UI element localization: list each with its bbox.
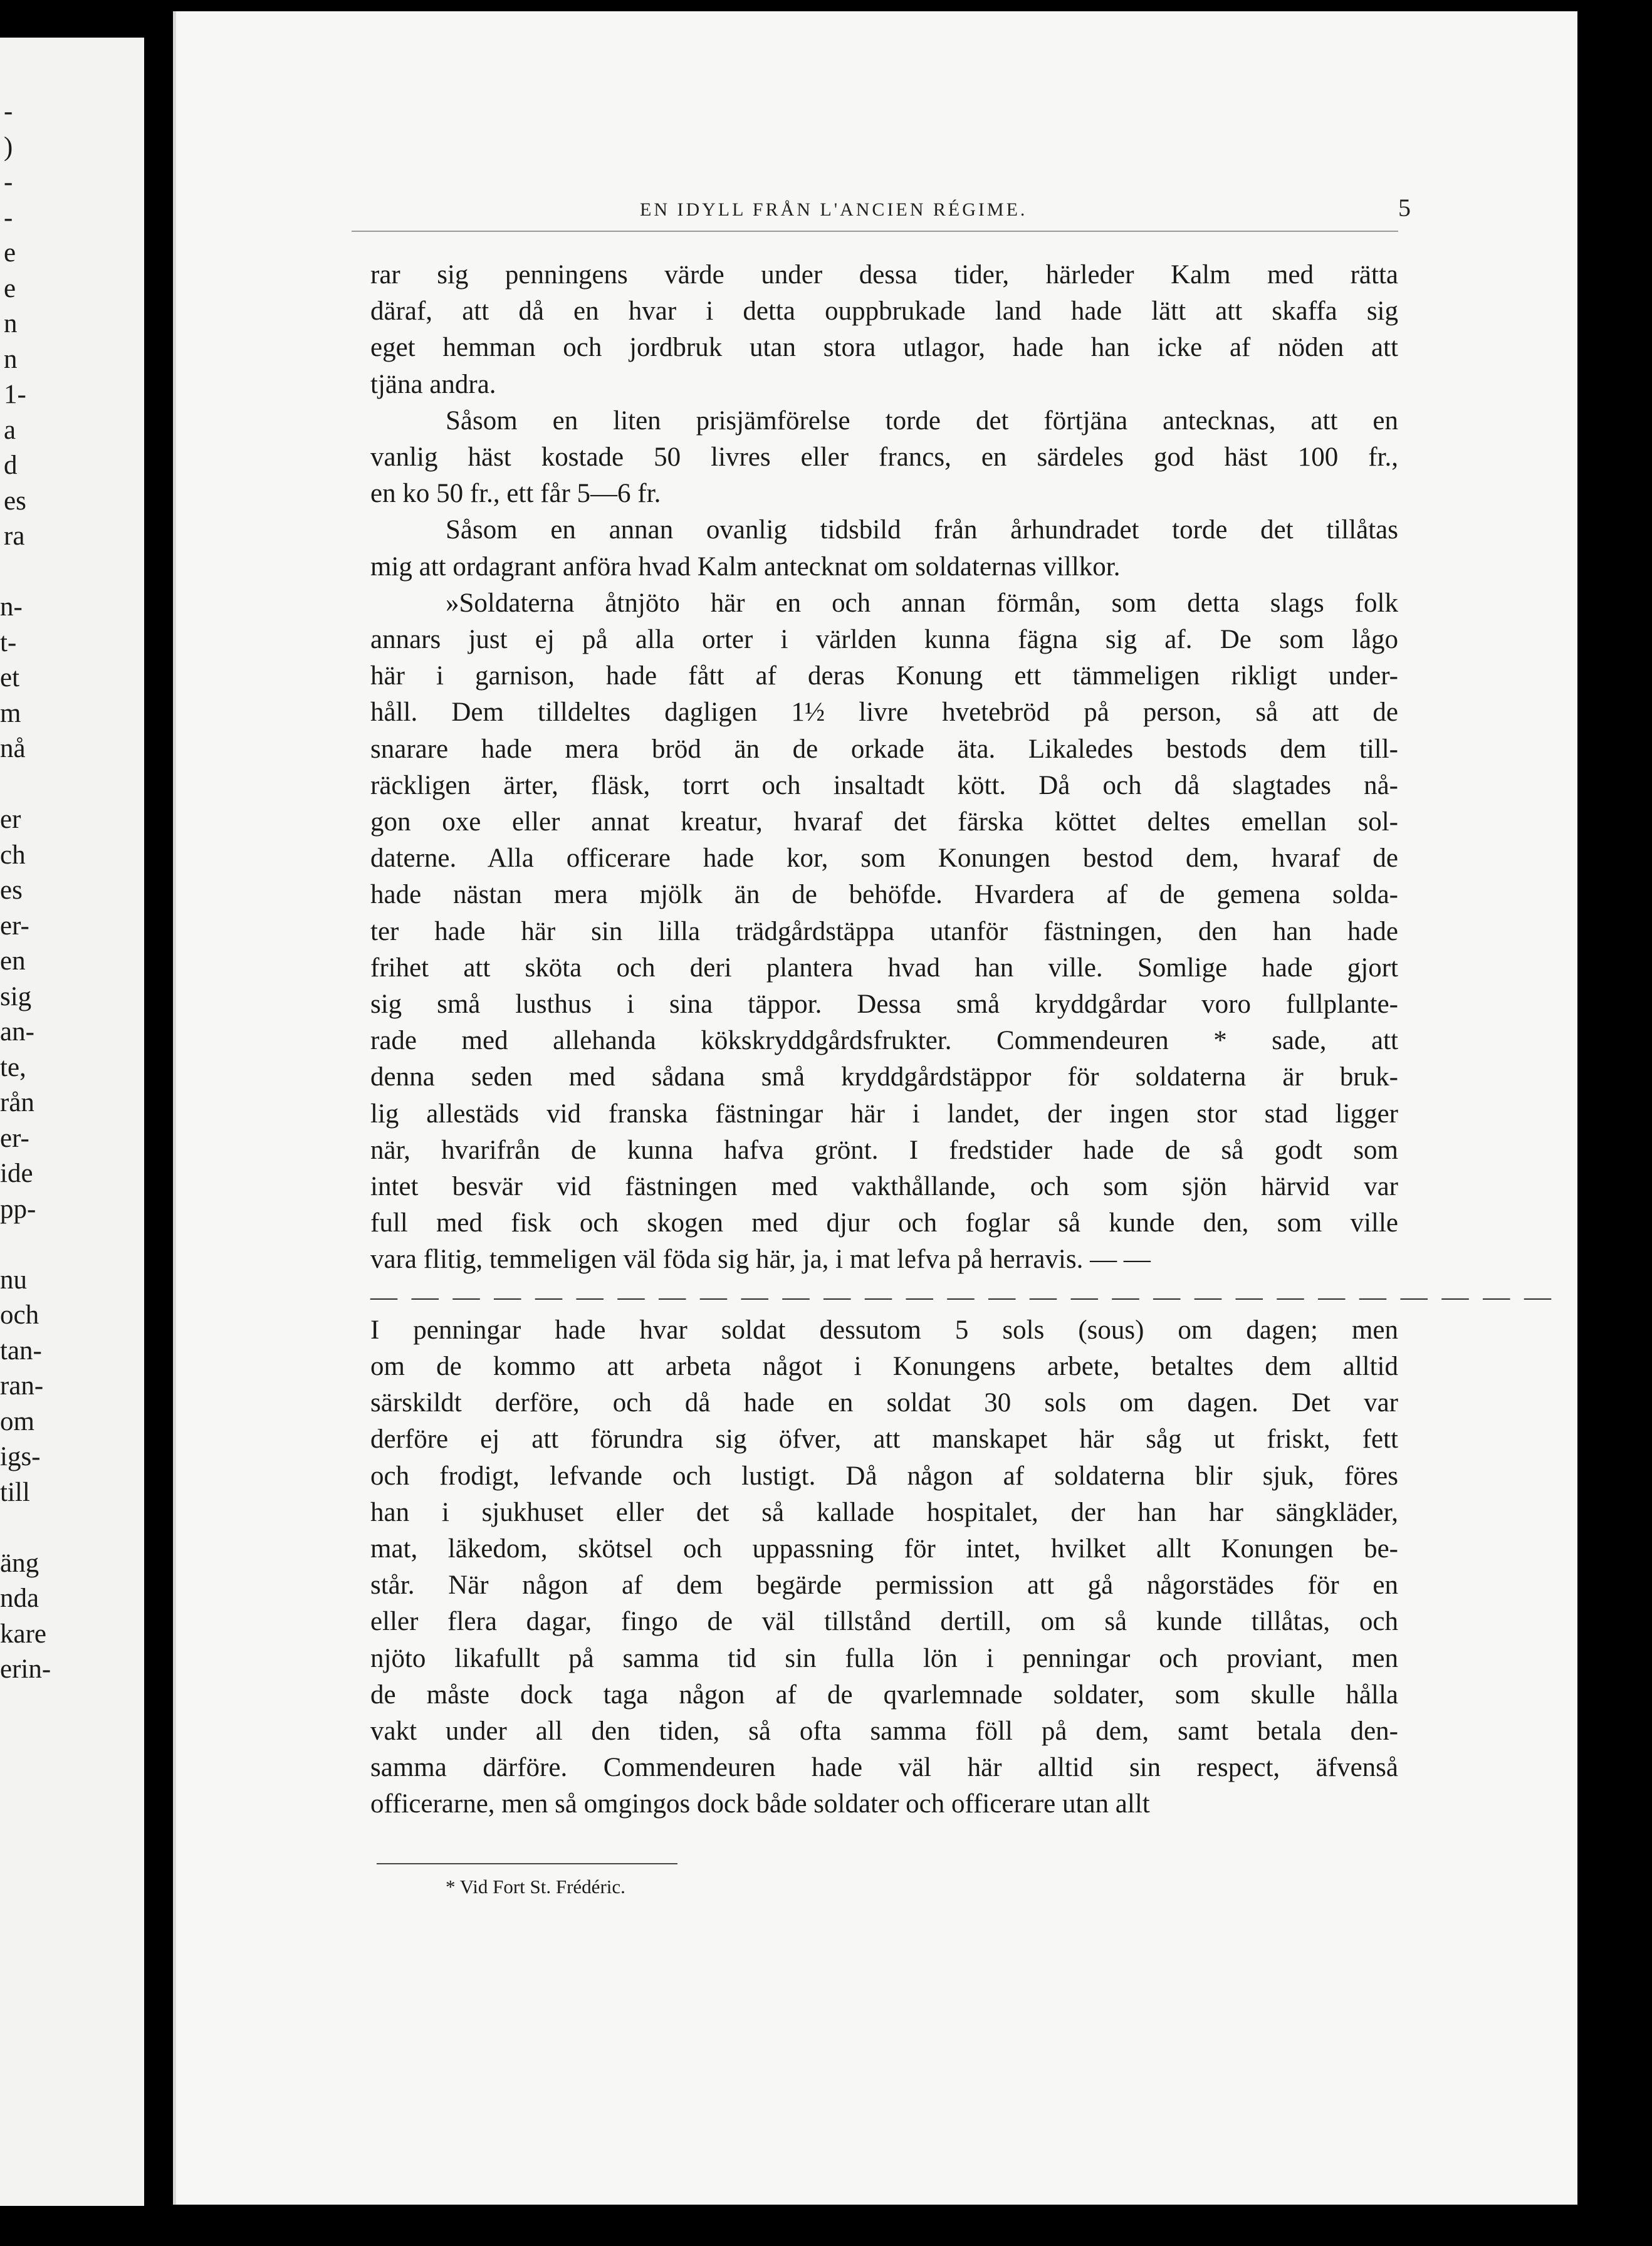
body-text xyxy=(370,257,1555,1823)
text-line: mig att ordagrant anföra hvad Kalm antecknat om soldaternas villkor. xyxy=(370,551,1121,582)
previous-page-line-fragment: rån xyxy=(0,1088,34,1117)
text-line: här i garnison, hade fått af deras Konung ett tämmeligen rikligt under- xyxy=(370,661,1398,691)
text-line: tjäna andra. xyxy=(370,369,496,399)
text-line: han i sjukhuset eller det så kallade hospitalet, der han har sängkläder, xyxy=(370,1497,1398,1527)
running-header xyxy=(352,187,1411,232)
previous-page-line-fragment: pp- xyxy=(0,1194,36,1224)
previous-page-line-fragment: te, xyxy=(0,1052,26,1082)
previous-page-line-fragment: er- xyxy=(0,911,29,941)
text-line: rar sig penningens värde under dessa tider, härleder Kalm med rätta xyxy=(370,260,1398,290)
text-line: räckligen ärter, fläsk, torrt och insaltadt kött. Då och då slagtades nå- xyxy=(370,770,1398,800)
text-line: särskildt derföre, och då hade en soldat 30 sols om dagen. Det var xyxy=(370,1388,1398,1418)
text-line: vara flitig, temmeligen väl föda sig här, ja, i mat lefva på herravis. — — xyxy=(370,1245,1151,1275)
previous-page-line-fragment: ch xyxy=(0,840,26,870)
book-page xyxy=(173,11,1577,2205)
text-line: de måste dock taga någon af de qvarlemnade soldater, som skulle hålla xyxy=(370,1679,1398,1710)
text-line: Såsom en liten prisjämförelse torde det förtjäna antecknas, att en xyxy=(446,405,1398,436)
text-line: däraf, att då en hvar i detta ouppbrukade land hade lätt att skaffa sig xyxy=(370,296,1398,326)
text-line: frihet att sköta och deri plantera hvad han ville. Somlige hade gjort xyxy=(370,953,1398,983)
previous-page-line-fragment: nå xyxy=(0,734,26,763)
previous-page-line-fragment: - xyxy=(4,97,13,126)
previous-page-line-fragment: till xyxy=(0,1477,30,1507)
previous-page-line-fragment: ide xyxy=(0,1159,33,1188)
previous-page-line-fragment: n xyxy=(4,344,18,374)
previous-page-line-fragment: och xyxy=(0,1300,39,1330)
previous-page-line-fragment: 1- xyxy=(4,380,26,409)
page-number: 5 xyxy=(1398,194,1411,222)
previous-page-line-fragment: an- xyxy=(0,1017,34,1047)
text-line: intet besvär vid fästningen med vakthållande, och som sjön härvid var xyxy=(370,1172,1398,1202)
previous-page-line-fragment: es xyxy=(0,875,23,905)
text-line: full med fisk och skogen med djur och foglar så kunde den, som ville xyxy=(370,1208,1398,1238)
dash-separator: — — — — — — — — — — — — — — — — — — — — — — — — — — — — — xyxy=(370,1282,1555,1312)
text-line: samma därföre. Commendeuren hade väl här alltid sin respect, äfvenså xyxy=(370,1753,1398,1783)
footnote-rule xyxy=(377,1863,677,1864)
previous-page-line-fragment: es xyxy=(4,486,26,516)
text-line: ter hade här sin lilla trädgårdstäppa utanför fästningen, den han hade xyxy=(370,916,1398,946)
text-line: annars just ej på alla orter i världen kunna fägna sig af. De som lågo xyxy=(370,625,1398,655)
text-line: eller flera dagar, fingo de väl tillstånd dertill, om så kunde tillåtas, och xyxy=(370,1607,1398,1637)
text-line: »Soldaterna åtnjöto här en och annan förmån, som detta slags folk xyxy=(446,588,1398,618)
page-content xyxy=(370,187,1555,1898)
previous-page-line-fragment: tan- xyxy=(0,1335,42,1366)
paragraph xyxy=(370,257,1398,403)
text-line: officerarne, men så omgingos dock både soldater och officerare utan allt xyxy=(370,1789,1150,1819)
previous-page-line-fragment: et xyxy=(0,663,20,692)
text-line: vakt under all den tiden, så ofta samma föll på dem, samt betala den- xyxy=(370,1716,1398,1746)
paragraphs xyxy=(370,257,1398,1278)
previous-page-line-fragment: d xyxy=(4,451,18,480)
text-line: håll. Dem tilldeltes dagligen 1½ livre hvetebröd på person, så att de xyxy=(370,697,1398,728)
text-line: om de kommo att arbeta något i Konungens arbete, betaltes dem alltid xyxy=(370,1351,1398,1381)
previous-page-line-fragment: a xyxy=(4,415,16,445)
text-line: denna seden med sådana små kryddgårdstäppor för soldaterna är bruk- xyxy=(370,1062,1398,1092)
previous-page-line-fragment: sig xyxy=(0,981,32,1011)
previous-page-line-fragment: - xyxy=(4,202,13,232)
previous-page-line-fragment: äng xyxy=(0,1548,39,1578)
text-line: en ko 50 fr., ett får 5—6 fr. xyxy=(370,479,661,509)
previous-page-line-fragment: m xyxy=(0,698,21,728)
text-line: står. När någon af dem begärde permission att gå någorstädes för en xyxy=(370,1570,1398,1601)
previous-page-line-fragment: nda xyxy=(0,1584,39,1613)
previous-page-line-fragment: ra xyxy=(4,521,25,551)
previous-page-line-fragment: erin- xyxy=(0,1654,51,1684)
previous-page-line-fragment: er- xyxy=(0,1123,29,1153)
text-line: vanlig häst kostade 50 livres eller francs, en särdeles god häst 100 fr., xyxy=(370,442,1398,473)
running-title: EN IDYLL FRÅN L'ANCIEN RÉGIME. xyxy=(640,199,1028,220)
text-line: rade med allehanda kökskryddgårdsfrukter. Commendeuren * sade, att xyxy=(370,1026,1398,1056)
text-line: hade nästan mera mjölk än de behöfde. Hvardera af de gemena solda- xyxy=(370,880,1398,910)
previous-page-line-fragment: n- xyxy=(0,592,23,622)
text-line: daterne. Alla officerare hade kor, som Konungen bestod dem, hvaraf de xyxy=(370,844,1398,874)
previous-page-line-fragment: e xyxy=(4,238,16,268)
text-line: I penningar hade hvar soldat dessutom 5 sols (sous) om dagen; men xyxy=(370,1315,1398,1345)
text-line: och frodigt, lefvande och lustigt. Då någon af soldaterna blir sjuk, föres xyxy=(370,1461,1398,1491)
text-line: lig allestäds vid franska fästningar här i landet, der ingen stor stad ligger xyxy=(370,1099,1398,1129)
text-line: när, hvarifrån de kunna hafva grönt. I fredstider hade de så godt som xyxy=(370,1135,1398,1165)
previous-page-line-fragment: er xyxy=(0,805,21,834)
previous-page-line-fragment: ) xyxy=(4,132,13,162)
previous-page-line-fragment: e xyxy=(4,273,16,303)
text-line: mat, läkedom, skötsel och uppassning för intet, hvilket allt Konungen be- xyxy=(370,1533,1398,1564)
previous-page-line-fragment: om xyxy=(0,1406,34,1436)
previous-page-line-fragment: kare xyxy=(0,1619,46,1649)
text-line: derföre ej att förundra sig öfver, att manskapet här såg ut friskt, fett xyxy=(370,1424,1398,1455)
text-line: snarare hade mera bröd än de orkade äta. Likaledes bestods dem till- xyxy=(370,734,1398,764)
previous-page-line-fragment: t- xyxy=(0,627,17,657)
paragraph-after-break xyxy=(370,1312,1398,1823)
previous-page-line-fragment: nu xyxy=(0,1265,27,1295)
text-line: eget hemman och jordbruk utan stora utlagor, hade han icke af nöden att xyxy=(370,333,1398,363)
previous-page-line-fragment: en xyxy=(0,946,26,976)
text-line: njöto likafullt på samma tid sin fulla lön i penningar och proviant, men xyxy=(370,1643,1398,1673)
paragraph xyxy=(370,512,1398,585)
text-line: Såsom en annan ovanlig tidsbild från århundradet torde det tillåtas xyxy=(446,515,1398,545)
previous-page-line-fragment: n xyxy=(4,309,18,338)
text-line: sig små lusthus i sina täppor. Dessa små kryddgårdar voro fullplante- xyxy=(370,990,1398,1020)
footnote: * Vid Fort St. Frédéric. xyxy=(446,1875,625,1898)
paragraph xyxy=(370,403,1398,513)
previous-page-fragment xyxy=(0,38,144,2206)
previous-page-line-fragment: - xyxy=(4,167,13,197)
paragraph xyxy=(370,585,1398,1278)
text-line: gon oxe eller annat kreatur, hvaraf det färska köttet deltes emellan sol- xyxy=(370,807,1398,837)
previous-page-line-fragment: igs- xyxy=(0,1442,41,1471)
previous-page-line-fragment: ran- xyxy=(0,1371,44,1401)
